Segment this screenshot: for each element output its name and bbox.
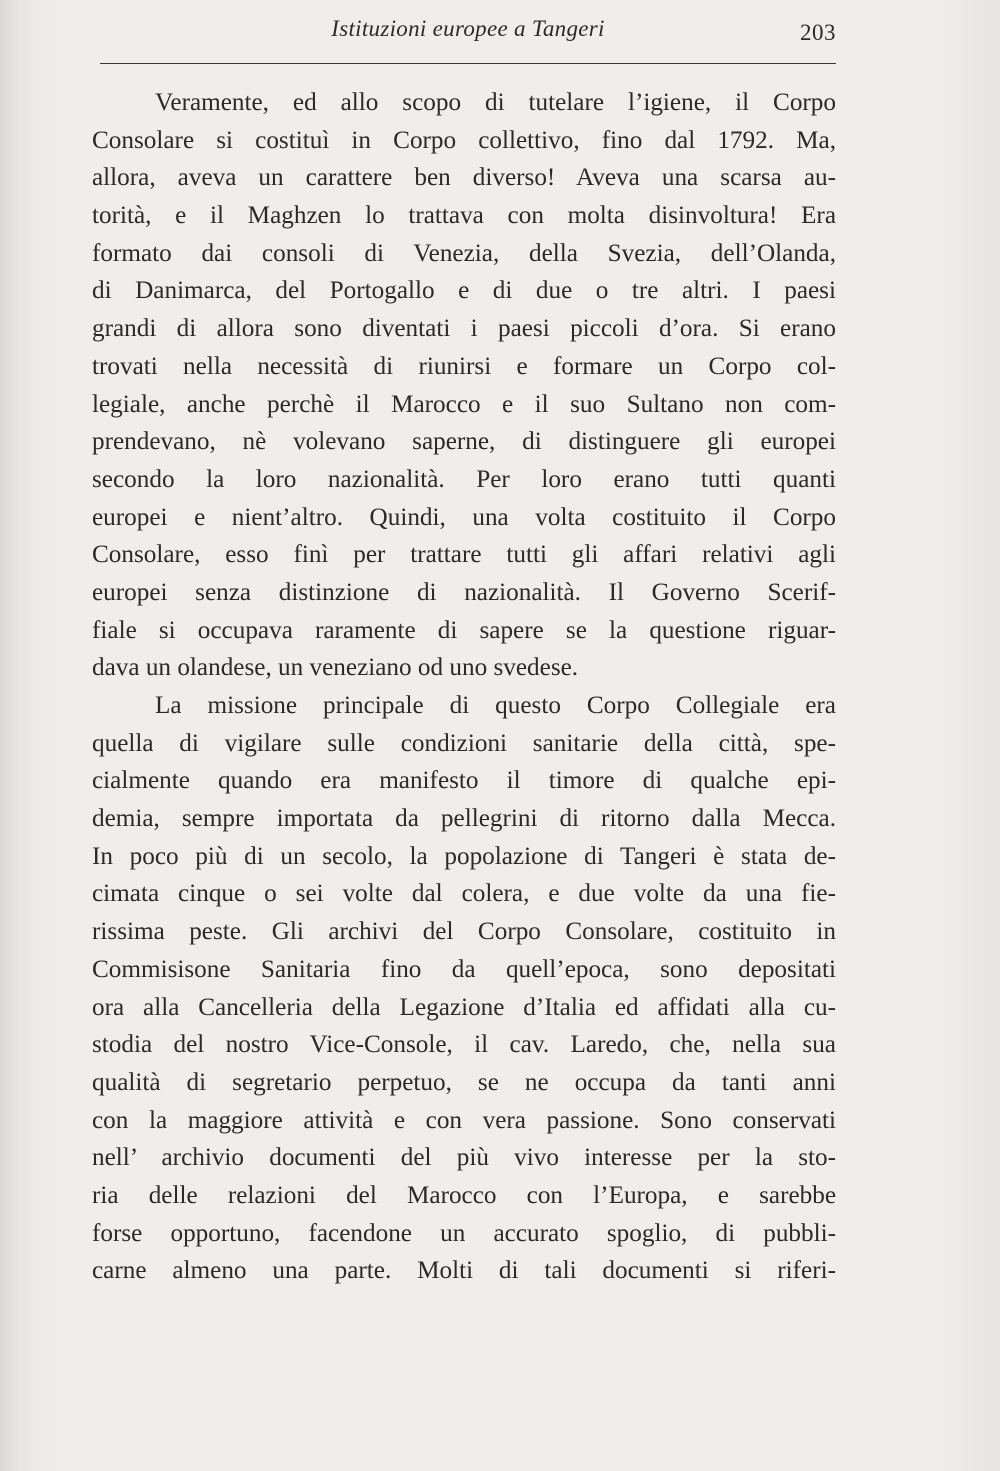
text-line: cialmente quando era manifesto il timore di qualche epi-	[92, 767, 836, 795]
text-line: Commisisone Sanitaria fino da quell’epoca, sono depositati	[92, 955, 836, 983]
text-line: fiale si occupava raramente di sapere se la questione riguar-	[92, 616, 836, 644]
text-line: rissima peste. Gli archivi del Corpo Consolare, costituito in	[92, 918, 836, 946]
text-line: legiale, anche perchè il Marocco e il suo Sultano non com-	[92, 390, 836, 418]
text-line: torità, e il Maghzen lo trattava con molta disinvoltura! Era	[92, 202, 836, 230]
text-line: trovati nella necessità di riunirsi e formare un Corpo col-	[92, 352, 836, 380]
text-line: dava un olandese, un veneziano od uno svedese.	[92, 654, 579, 682]
page-header	[100, 14, 836, 54]
page-number: 203	[800, 20, 836, 45]
body-text	[92, 84, 836, 1290]
text-line: cimata cinque o sei volte dal colera, e due volte da una fie-	[92, 880, 836, 908]
running-title: Istituzioni europee a Tangeri	[331, 16, 605, 41]
text-line: formato dai consoli di Venezia, della Svezia, dell’Olanda,	[92, 239, 836, 267]
text-line: quella di vigilare sulle condizioni sanitarie della città, spe-	[92, 729, 836, 757]
text-line: La missione principale di questo Corpo Collegiale era	[155, 692, 836, 719]
text-line: stodia del nostro Vice-Console, il cav. Laredo, che, nella sua	[92, 1031, 836, 1059]
paragraph-2	[92, 687, 836, 1290]
text-line: di Danimarca, del Portogallo e di due o tre altri. I paesi	[92, 277, 836, 305]
text-line: ria delle relazioni del Marocco con l’Europa, e sarebbe	[92, 1181, 836, 1209]
text-line: Veramente, ed allo scopo di tutelare l’igiene, il Corpo	[155, 89, 836, 116]
header-rule	[100, 63, 836, 64]
text-line: ora alla Cancelleria della Legazione d’Italia ed affidati alla cu-	[92, 993, 836, 1021]
text-line: In poco più di un secolo, la popolazione di Tangeri è stata de-	[92, 842, 836, 870]
text-line: europei e nient’altro. Quindi, una volta costituito il Corpo	[92, 503, 836, 531]
text-line: grandi di allora sono diventati i paesi piccoli d’ora. Si erano	[92, 315, 836, 343]
text-line: prendevano, nè volevano saperne, di distinguere gli europei	[92, 428, 836, 456]
text-line: carne almeno una parte. Molti di tali documenti si riferi-	[92, 1257, 836, 1285]
text-line: nell’ archivio documenti del più vivo interesse per la sto-	[92, 1144, 836, 1172]
text-line: demia, sempre importata da pellegrini di ritorno dalla Mecca.	[92, 805, 836, 833]
text-line: secondo la loro nazionalità. Per loro erano tutti quanti	[92, 465, 836, 493]
text-line: allora, aveva un carattere ben diverso! Aveva una scarsa au-	[92, 164, 836, 192]
text-line: Consolare, esso finì per trattare tutti gli affari relativi agli	[92, 541, 836, 569]
text-line: forse opportuno, facendone un accurato spoglio, di pubbli-	[92, 1219, 836, 1247]
text-line: qualità di segretario perpetuo, se ne occupa da tanti anni	[92, 1068, 836, 1096]
text-line: Consolare si costituì in Corpo collettivo, fino dal 1792. Ma,	[92, 126, 836, 154]
paragraph-1	[92, 84, 836, 687]
text-line: europei senza distinzione di nazionalità. Il Governo Scerif-	[92, 578, 836, 606]
text-line: con la maggiore attività e con vera passione. Sono conservati	[92, 1106, 836, 1134]
